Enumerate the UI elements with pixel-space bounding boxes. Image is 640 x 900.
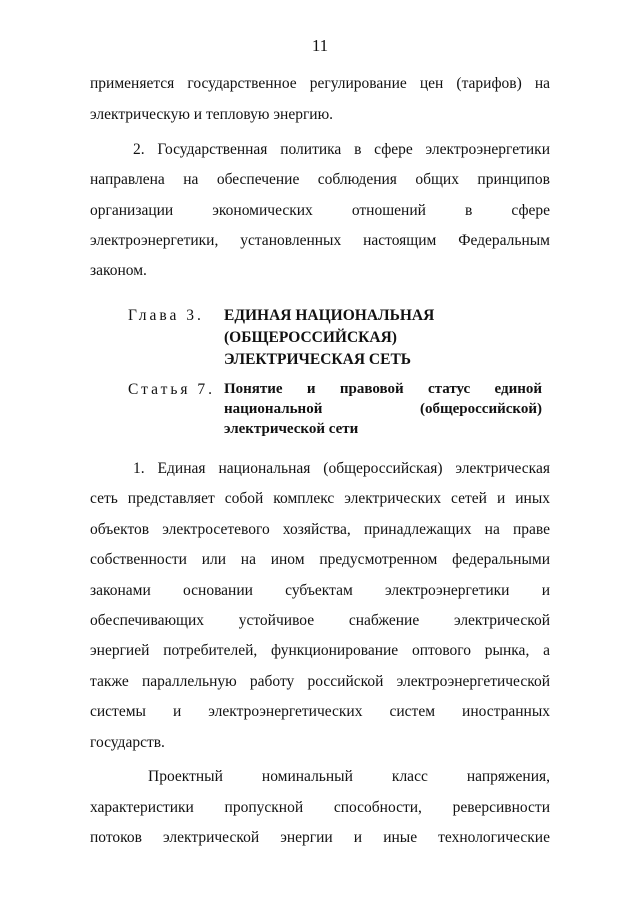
article-title-line: Понятие и правовой статус единой xyxy=(224,381,542,397)
paragraph-line: 2. Государственная политика в сфере электроэнергетики xyxy=(133,141,550,158)
paragraph-line: электроэнергетики, установленных настоящим Федеральным xyxy=(90,232,550,249)
chapter-title-line: ЕДИНАЯ НАЦИОНАЛЬНАЯ xyxy=(224,307,435,324)
article-label: Статья 7. xyxy=(128,381,216,398)
paragraph-line: электрическую и тепловую энергию. xyxy=(90,106,334,123)
paragraph-line: законом. xyxy=(90,262,147,279)
chapter-title-line: (ОБЩЕРОССИЙСКАЯ) xyxy=(224,329,397,346)
paragraph-line: характеристики пропускной способности, реверсивности xyxy=(90,799,550,816)
paragraph-line: также параллельную работу российской электроэнергетической xyxy=(90,673,550,690)
paragraph-line: собственности или на ином предусмотренном федеральными xyxy=(90,551,550,568)
paragraph-line: применяется государственное регулирование цен (тарифов) на xyxy=(90,75,550,92)
page-number: 11 xyxy=(311,36,329,55)
article-title-line: электрической сети xyxy=(224,421,359,437)
chapter-label: Глава 3. xyxy=(128,307,204,324)
chapter-title-line: ЭЛЕКТРИЧЕСКАЯ СЕТЬ xyxy=(224,351,412,368)
paragraph-line: объектов электросетевого хозяйства, принадлежащих на праве xyxy=(90,521,550,538)
paragraph-line: 1. Единая национальная (общероссийская) электрическая xyxy=(133,460,550,477)
paragraph-line: обеспечивающих устойчивое снабжение электрической xyxy=(90,612,550,629)
article-title-line: национальной (общероссийской) xyxy=(224,401,542,417)
paragraph-line: организации экономических отношений в сфере xyxy=(90,202,550,219)
paragraph-line: сеть представляет собой комплекс электрических сетей и иных xyxy=(90,490,550,507)
paragraph-line: Проектный номинальный класс напряжения, xyxy=(148,768,550,785)
paragraph-line: государств. xyxy=(90,734,165,751)
paragraph-line: законами основании субъектам электроэнергетики и xyxy=(90,582,550,599)
paragraph-line: потоков электрической энергии и иные технологические xyxy=(90,829,550,846)
paragraph-line: направлена на обеспечение соблюдения общих принципов xyxy=(90,171,550,188)
paragraph-line: энергией потребителей, функционирование оптового рынка, а xyxy=(90,642,550,659)
paragraph-line: системы и электроэнергетических систем иностранных xyxy=(90,703,550,720)
